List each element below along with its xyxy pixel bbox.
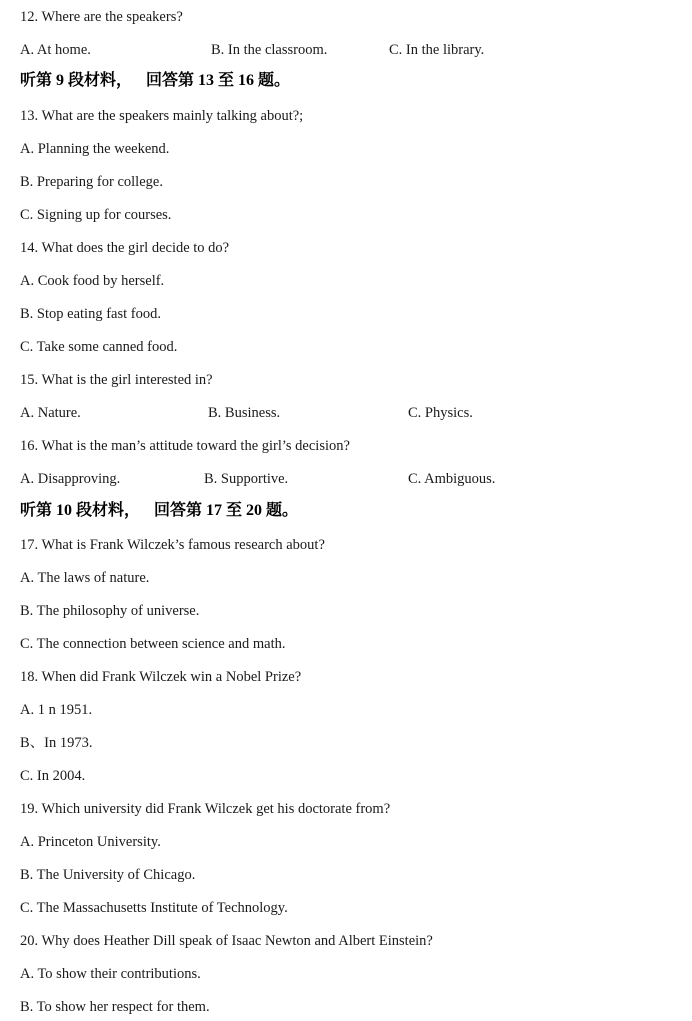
question-13: 13. What are the speakers mainly talking about?; <box>20 108 304 124</box>
question-18: 18. When did Frank Wilczek win a Nobel Prize? <box>20 669 302 685</box>
option-18-a: A. 1 n 1951. <box>20 702 93 718</box>
option-19-b: B. The University of Chicago. <box>20 867 196 883</box>
question-16: 16. What is the man’s attitude toward the girl’s decision? <box>20 438 350 454</box>
question-20: 20. Why does Heather Dill speak of Isaac Newton and Albert Einstein? <box>20 933 433 949</box>
option-18-c: C. In 2004. <box>20 768 86 784</box>
section-heading-9-part-b: 回答第 13 至 16 题。 <box>146 72 291 89</box>
question-15: 15. What is the girl interested in? <box>20 372 213 388</box>
question-14: 14. What does the girl decide to do? <box>20 240 230 256</box>
option-15-a: A. Nature. <box>20 405 81 421</box>
section-heading-10-part-a: 听第 10 段材料， <box>20 502 141 519</box>
option-16-b: B. Supportive. <box>204 471 289 487</box>
question-17: 17. What is Frank Wilczek’s famous research about? <box>20 537 325 553</box>
question-12: 12. Where are the speakers? <box>20 9 183 25</box>
option-17-b: B. The philosophy of universe. <box>20 603 200 619</box>
option-15-c: C. Physics. <box>408 405 473 421</box>
option-17-c: C. The connection between science and math. <box>20 636 286 652</box>
option-14-a: A. Cook food by herself. <box>20 273 165 289</box>
section-heading-9-part-a: 听第 9 段材料， <box>20 72 133 89</box>
option-18-b: B、In 1973. <box>20 735 93 751</box>
option-17-a: A. The laws of nature. <box>20 570 150 586</box>
option-16-c: C. Ambiguous. <box>408 471 496 487</box>
option-13-a: A. Planning the weekend. <box>20 141 170 157</box>
section-heading-10-part-b: 回答第 17 至 20 题。 <box>154 502 299 519</box>
option-20-a: A. To show their contributions. <box>20 966 201 982</box>
option-16-a: A. Disapproving. <box>20 471 121 487</box>
option-14-c: C. Take some canned food. <box>20 339 178 355</box>
section-heading-10 <box>20 501 298 521</box>
option-15-b: B. Business. <box>208 405 281 421</box>
option-13-c: C. Signing up for courses. <box>20 207 172 223</box>
option-19-a: A. Princeton University. <box>20 834 161 850</box>
section-heading-9 <box>20 71 290 91</box>
option-12-a: A. At home. <box>20 42 91 58</box>
option-19-c: C. The Massachusetts Institute of Technology. <box>20 900 288 916</box>
option-20-b: B. To show her respect for them. <box>20 999 210 1015</box>
question-19: 19. Which university did Frank Wilczek get his doctorate from? <box>20 801 391 817</box>
option-12-b: B. In the classroom. <box>211 42 328 58</box>
option-13-b: B. Preparing for college. <box>20 174 163 190</box>
option-14-b: B. Stop eating fast food. <box>20 306 161 322</box>
option-12-c: C. In the library. <box>389 42 485 58</box>
